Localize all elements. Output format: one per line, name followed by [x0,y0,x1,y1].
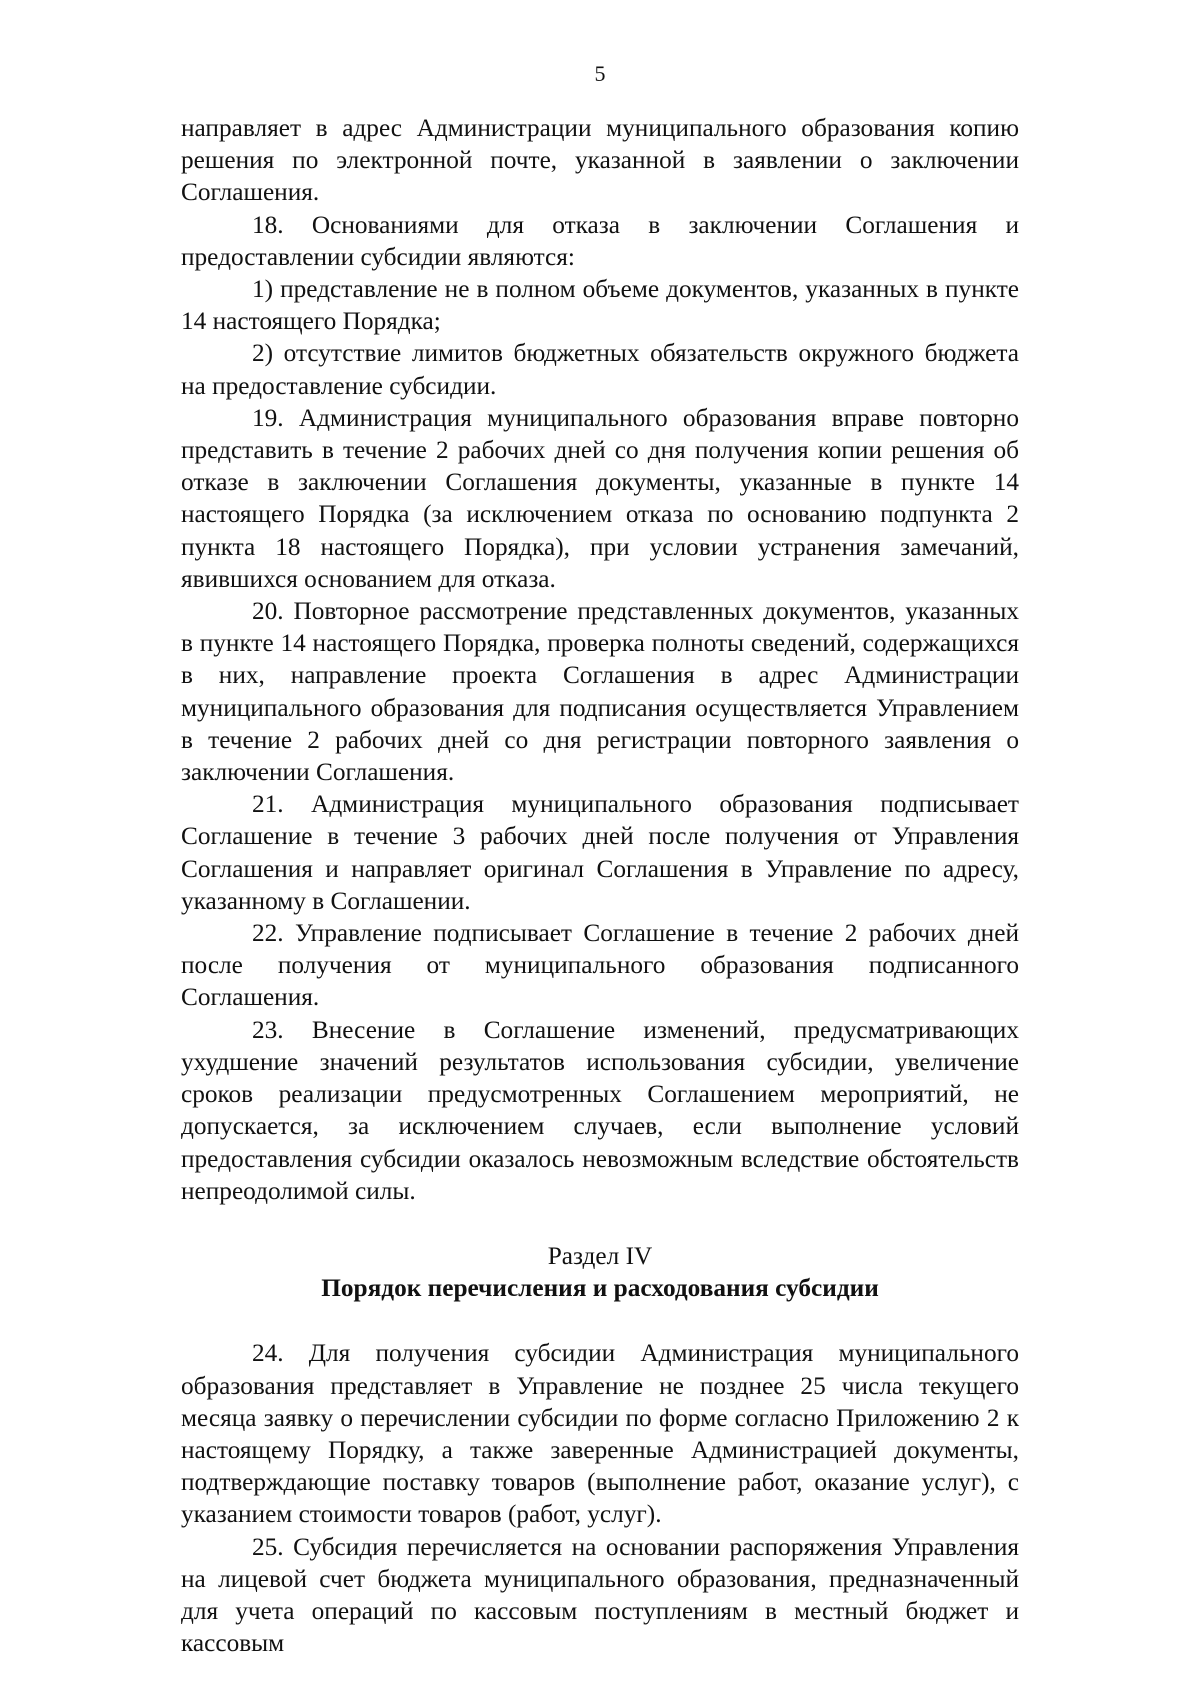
paragraph-24: 24. Для получения субсидии Администрация муниципального образования представляет в Управление не позднее 25 числа текущего месяца заявку о перечислении субсидии по форме согласно Приложению 2 к настоящему Порядку, а также заверенные Администрацией документы, подтверждающие поставку товаров (выполнение работ, оказание услуг), с указанием стоимости товаров (работ, услуг). [181,1339,1019,1529]
section-title: Порядок перечисления и расходования субсидии [321,1274,879,1303]
paragraph-18-item-1: 1) представление не в полном объеме документов, указанных в пункте 14 настоящего Порядка; [181,275,1019,336]
page-number: 5 [594,61,606,86]
paragraph-19: 19. Администрация муниципального образования вправе повторно представить в течение 2 рабочих дней со дня получения копии решения об отказе в заключении Соглашения документы, указанные в пункте 14 настоящего Порядка (за исключением отказа по основанию подпункта 2 пункта 18 настоящего Порядка), при условии устранения замечаний, явившихся основанием для отказа. [181,403,1019,593]
paragraph-22: 22. Управление подписывает Соглашение в течение 2 рабочих дней после получения от муниципального образования подписанного Соглашения. [181,919,1019,1012]
paragraph-continuation: направляет в адрес Администрации муниципального образования копию решения по электронной почте, указанной в заявлении о заключении Соглашения. [181,114,1019,207]
document-body [181,112,1019,1659]
paragraph-23: 23. Внесение в Соглашение изменений, предусматривающих ухудшение значений результатов использования субсидии, увеличение сроков реализации предусмотренных Соглашением мероприятий, не допускается, за исключением случаев, если выполнение условий предоставления субсидии оказалось невозможным вследствие обстоятельств непреодолимой силы. [181,1015,1019,1205]
paragraph-25: 25. Субсидия перечисляется на основании распоряжения Управления на лицевой счет бюджета муниципального образования, предназначенный для учета операций по кассовым поступлениям в местный бюджет и кассовым [181,1532,1019,1658]
section-heading [181,1240,1019,1304]
paragraph-18-item-2: 2) отсутствие лимитов бюджетных обязательств окружного бюджета на предоставление субсидии. [181,339,1019,400]
section-number: Раздел IV [547,1241,653,1270]
paragraph-20: 20. Повторное рассмотрение представленных документов, указанных в пункте 14 настоящего Порядка, проверка полноты сведений, содержащихся в них, направление проекта Соглашения в адрес Администрации муниципального образования для подписания осуществляется Управлением в течение 2 рабочих дней со дня регистрации повторного заявления о заключении Соглашения. [181,597,1019,787]
paragraph-18: 18. Основаниями для отказа в заключении Соглашения и предоставлении субсидии являются: [181,210,1019,271]
paragraph-21: 21. Администрация муниципального образования подписывает Соглашение в течение 3 рабочих дней после получения от Управления Соглашения и направляет оригинал Соглашения в Управление по адресу, указанному в Соглашении. [181,790,1019,915]
